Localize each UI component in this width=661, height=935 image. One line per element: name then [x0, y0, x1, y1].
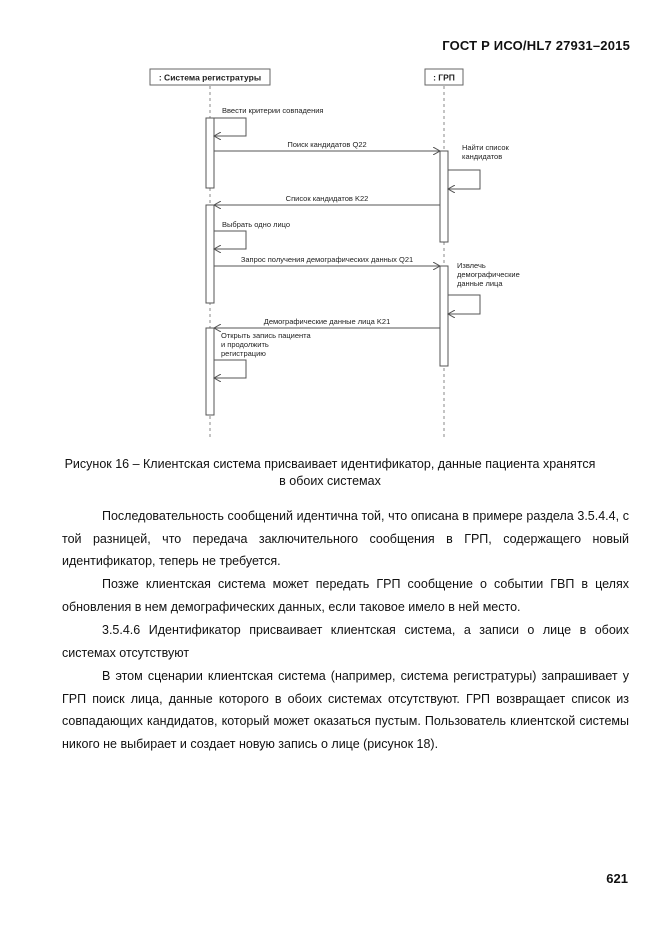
activation-bar	[206, 118, 214, 188]
message-label: Ввести критерии совпадения	[222, 106, 324, 115]
message-label: Демографические данные лица K21	[263, 317, 391, 326]
message-label	[462, 143, 511, 161]
message-label: Поиск кандидатов Q22	[287, 140, 367, 149]
activation-bar	[206, 328, 214, 415]
figure-caption	[58, 456, 602, 490]
lifeline-grp-label: : ГРП	[433, 72, 455, 83]
message-label-line: регистрацию	[221, 349, 266, 358]
sequence-diagram	[0, 0, 661, 450]
lifeline-client-header	[150, 69, 270, 85]
body-paragraph: В этом сценарии клиентская система (например, система регистратуры) запрашивает у ГРП поиск лица, данные которого в обоих системах отсутствуют. ГРП возвращает список из совпадающих кандидатов, который может оказаться пустым. Пользователь клиентской системы никого не выбирает и создает новую запись о лице (рисунок 18).	[62, 669, 629, 751]
self-message-arrow	[448, 170, 480, 189]
activation-bar	[440, 151, 448, 242]
message-label-line: и продолжить	[221, 340, 269, 349]
message-label: Выбрать одно лицо	[222, 220, 291, 229]
activation-bar	[440, 266, 448, 366]
activation-bar	[206, 205, 214, 303]
lifeline-client-label: : Система регистратуры	[158, 72, 262, 83]
message-label: Список кандидатов K22	[285, 194, 369, 203]
self-message-arrow	[214, 360, 246, 378]
lifeline-grp-header	[425, 69, 463, 85]
body-paragraph: Последовательность сообщений идентична той, что описана в примере раздела 3.5.4.4, с той разницей, что передача заключительного сообщения в ГРП, содержащего новый идентификатор, теперь не требуется.	[62, 509, 629, 568]
message-label-line: Извлечь	[457, 261, 486, 270]
message-label: Запрос получения демографических данных Q21	[240, 255, 414, 264]
figure-caption-line: Рисунок 16 – Клиентская система присваивает идентификатор, данные пациента хранятся	[64, 457, 596, 471]
body-paragraph: Позже клиентская система может передать ГРП сообщение о событии ГВП в целях обновления в нем демографических данных, если таковое имело в ней место.	[62, 577, 629, 614]
message-label-line: Открыть запись пациента	[221, 331, 311, 340]
self-message-arrow	[214, 231, 246, 249]
section-heading: 3.5.4.6 Идентификатор присваивает клиентская система, а записи о лице в обоих системах отсутствуют	[62, 623, 629, 660]
message-label-line: демографические	[457, 270, 520, 279]
document-header: ГОСТ Р ИСО/HL7 27931–2015	[442, 38, 630, 53]
self-message-arrow	[214, 118, 246, 136]
message-label	[457, 261, 522, 288]
message-label	[221, 331, 313, 358]
message-label-line: данные лица	[457, 279, 503, 288]
message-label-line: Найти список	[462, 143, 509, 152]
figure-caption-line: в обоих системах	[279, 474, 381, 488]
self-message-arrow	[448, 295, 480, 314]
page-number: 621	[606, 871, 628, 886]
message-label-line: кандидатов	[462, 152, 503, 161]
